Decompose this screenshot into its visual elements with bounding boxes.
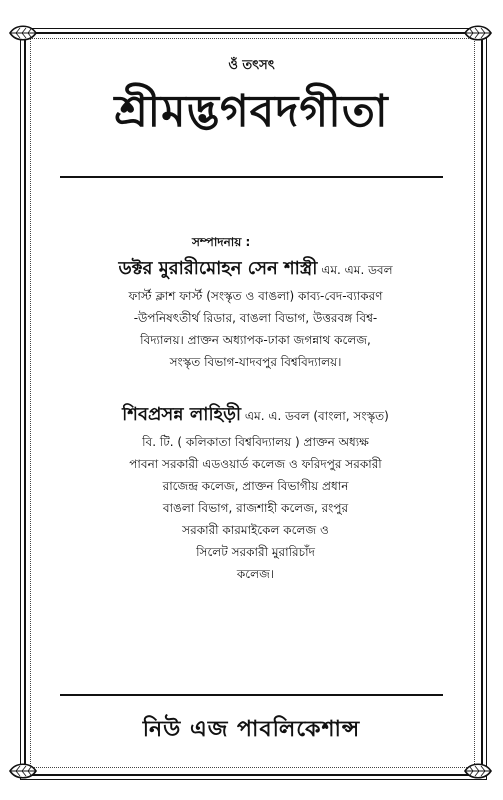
editor-1	[58, 254, 453, 373]
publisher-name: নিউ এজ পাবলিকেশান্স	[142, 717, 361, 742]
editor-2	[58, 400, 453, 585]
editor-1-degree: এম. এম. ডবল	[321, 263, 393, 277]
editor-1-name: ডক্টর মুরারীমোহন সেন শাস্ত্রী	[118, 258, 318, 279]
editor-1-line: ফার্স্ট ক্লাশ ফার্স্ট (সংস্কৃত ও বাঙলা) কাব্য-বেদ-ব্যাকরণ	[128, 289, 383, 303]
divider-top	[60, 176, 443, 178]
leaf-ornament-icon	[8, 22, 38, 44]
editors-label: সম্পাদনায় :	[192, 235, 251, 249]
editor-2-line: বি. টি. ( কলিকাতা বিশ্ববিদ্যালয় ) প্রাক্তন অধ্যক্ষ	[142, 435, 369, 449]
editor-1-line: -উপনিষৎতীর্থ রিডার, বাঙলা বিভাগ, উত্তরবঙ্গ বিশ্ব-	[133, 311, 378, 325]
leaf-ornament-icon	[463, 760, 493, 782]
editor-1-line: বিদ্যালয়। প্রাক্তন অধ্যাপক-ঢাকা জগন্নাথ কলেজ,	[140, 333, 371, 347]
editor-2-name: শিবপ্রসন্ন লাহিড়ী	[122, 404, 242, 425]
editor-2-name-line	[58, 400, 453, 431]
divider-bottom	[60, 694, 443, 696]
editor-2-line: বাঙলা বিভাগ, রাজশাহী কলেজ, রংপুর	[162, 501, 349, 515]
book-title: শ্রীমদ্ভগবদগীতা	[114, 86, 389, 137]
editor-2-line: সিলেট সরকারী মুরারিচাঁদ	[196, 545, 315, 559]
editor-2-line: পাবনা সরকারী এডওয়ার্ড কলেজ ও ফরিদপুর সরকারী	[129, 457, 382, 471]
leaf-ornament-icon	[8, 760, 38, 782]
editor-1-line: সংস্কৃত বিভাগ-যাদবপুর বিশ্ববিদ্যালয়।	[169, 355, 342, 369]
leaf-ornament-icon	[463, 22, 493, 44]
editor-2-line: কলেজ।	[236, 567, 275, 581]
editor-1-name-line	[58, 254, 453, 285]
editor-2-degree: এম. এ. ডবল (বাংলা, সংস্কৃত)	[244, 409, 389, 423]
editor-2-line: সরকারী কারমাইকেল কলেজ ও	[182, 523, 329, 537]
blessing-text: ওঁ তৎসৎ	[228, 58, 275, 73]
editor-2-line: রাজেন্দ্র কলেজ, প্রাক্তন বিভাগীয় প্রধান	[162, 479, 349, 493]
